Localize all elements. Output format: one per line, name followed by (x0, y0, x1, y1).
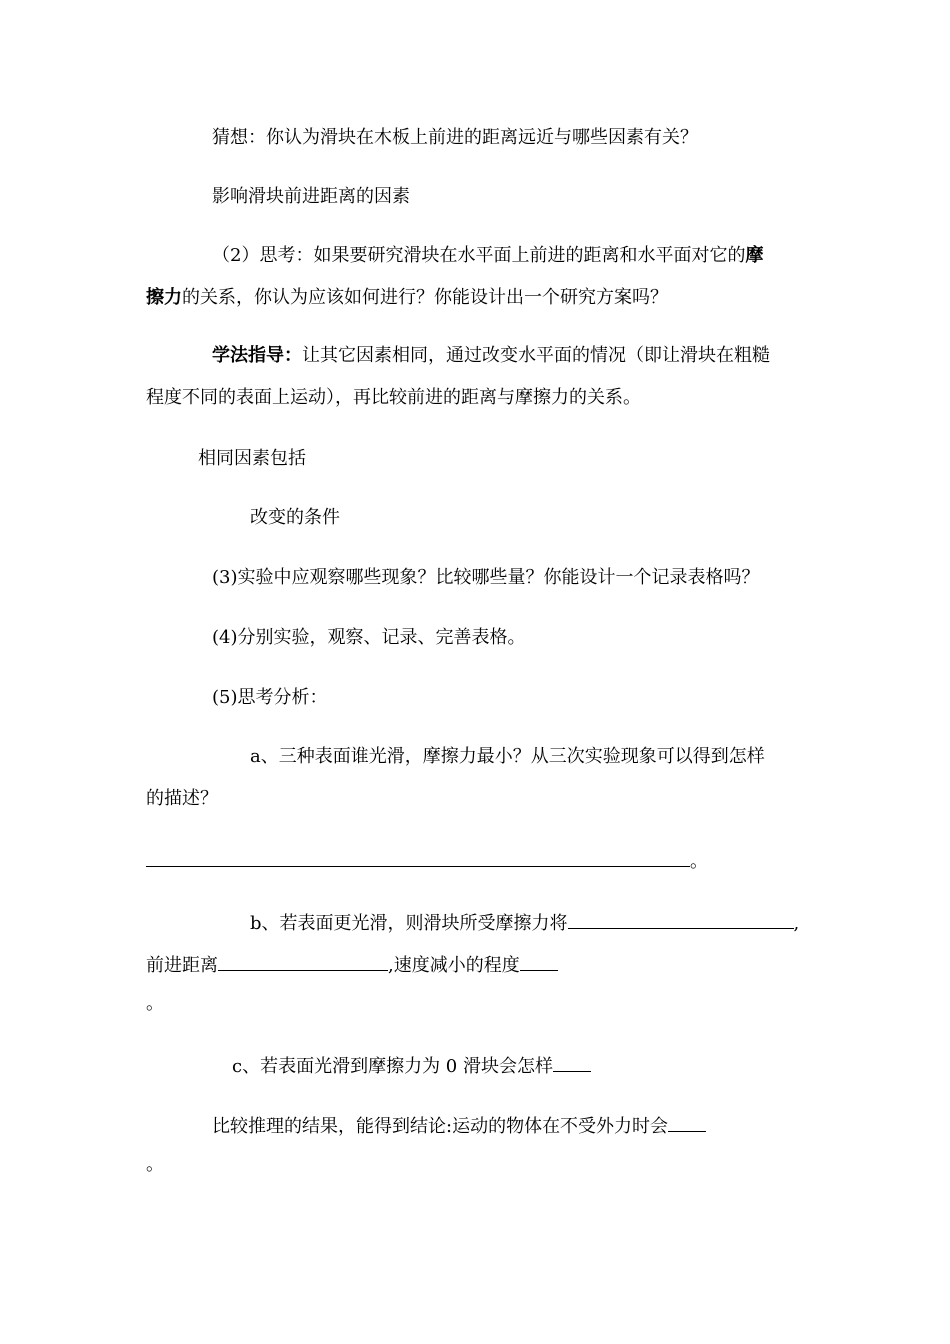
item-a-answer-line (146, 846, 708, 870)
change-conditions-paragraph (250, 506, 340, 530)
conclusion-line (212, 1111, 706, 1135)
guide-paragraph-line2 (146, 386, 641, 410)
item-a-answer-blank[interactable] (146, 846, 690, 867)
guide-label: 学法指导： (212, 345, 302, 366)
item-a-period: 。 (690, 851, 708, 872)
question-5 (212, 686, 328, 710)
conclusion-text: 比较推理的结果，能得到结论:运动的物体在不受外力时会 (212, 1116, 669, 1137)
think-bold-part1: 摩 (745, 245, 764, 266)
item-b-period: 。 (146, 993, 164, 1014)
same-factors-text: 相同因素包括 (198, 448, 306, 469)
item-b-line1 (250, 908, 799, 932)
item-b-comma: , (793, 913, 800, 934)
item-b-friction-blank[interactable] (568, 908, 794, 929)
think-prefix: （2）思考：如果要研究滑块在水平面上前进的距离和水平面对它的 (212, 245, 746, 266)
guess-text: 猜想：你认为滑块在木板上前进的距离远近与哪些因素有关？ (212, 127, 698, 148)
think-suffix: 的关系，你认为应该如何进行？你能设计出一个研究方案吗？ (182, 287, 668, 308)
think-paragraph-line1 (212, 244, 763, 268)
think-bold-part2: 擦力 (146, 287, 182, 308)
question-4-text: (4)分别实验，观察、记录、完善表格。 (212, 627, 526, 648)
item-b-line2 (146, 950, 558, 974)
item-b-text-line1: b、若表面更光滑，则滑块所受摩擦力将 (250, 913, 568, 934)
think-paragraph-line2 (146, 286, 668, 310)
item-a-line2 (146, 787, 218, 811)
question-3-text: (3)实验中应观察哪些现象？比较哪些量？你能设计一个记录表格吗？ (212, 567, 760, 588)
guess-paragraph (212, 126, 698, 150)
item-b-speed-blank[interactable] (520, 950, 558, 971)
item-a-text-line2: 的描述？ (146, 788, 218, 809)
item-a-line1 (250, 745, 765, 769)
guide-text-line1: 让其它因素相同，通过改变水平面的情况（即让滑块在粗糙 (302, 345, 770, 366)
item-b-distance-label: 前进距离 (146, 955, 218, 976)
change-conditions-text: 改变的条件 (250, 507, 340, 528)
factors-text: 影响滑块前进距离的因素 (212, 186, 410, 207)
conclusion-period: 。 (146, 1154, 164, 1175)
item-b-distance-blank[interactable] (218, 950, 388, 971)
guide-paragraph-line1 (212, 344, 770, 368)
item-c-blank[interactable] (553, 1051, 591, 1072)
factors-paragraph (212, 185, 410, 209)
question-4 (212, 626, 526, 650)
question-5-text: (5)思考分析： (212, 687, 328, 708)
guide-text-line2: 程度不同的表面上运动），再比较前进的距离与摩擦力的关系。 (146, 387, 641, 408)
conclusion-end-line (146, 1153, 164, 1177)
item-c-line (232, 1051, 591, 1075)
item-c-text: c、若表面光滑到摩擦力为 0 滑块会怎样 (232, 1056, 553, 1077)
question-3 (212, 566, 760, 590)
item-b-end-line (146, 992, 164, 1016)
same-factors-paragraph (198, 447, 306, 471)
item-b-speed-label: ,速度减小的程度 (388, 955, 520, 976)
conclusion-blank[interactable] (668, 1111, 706, 1132)
item-a-text-line1: a、三种表面谁光滑，摩擦力最小？从三次实验现象可以得到怎样 (250, 746, 765, 767)
